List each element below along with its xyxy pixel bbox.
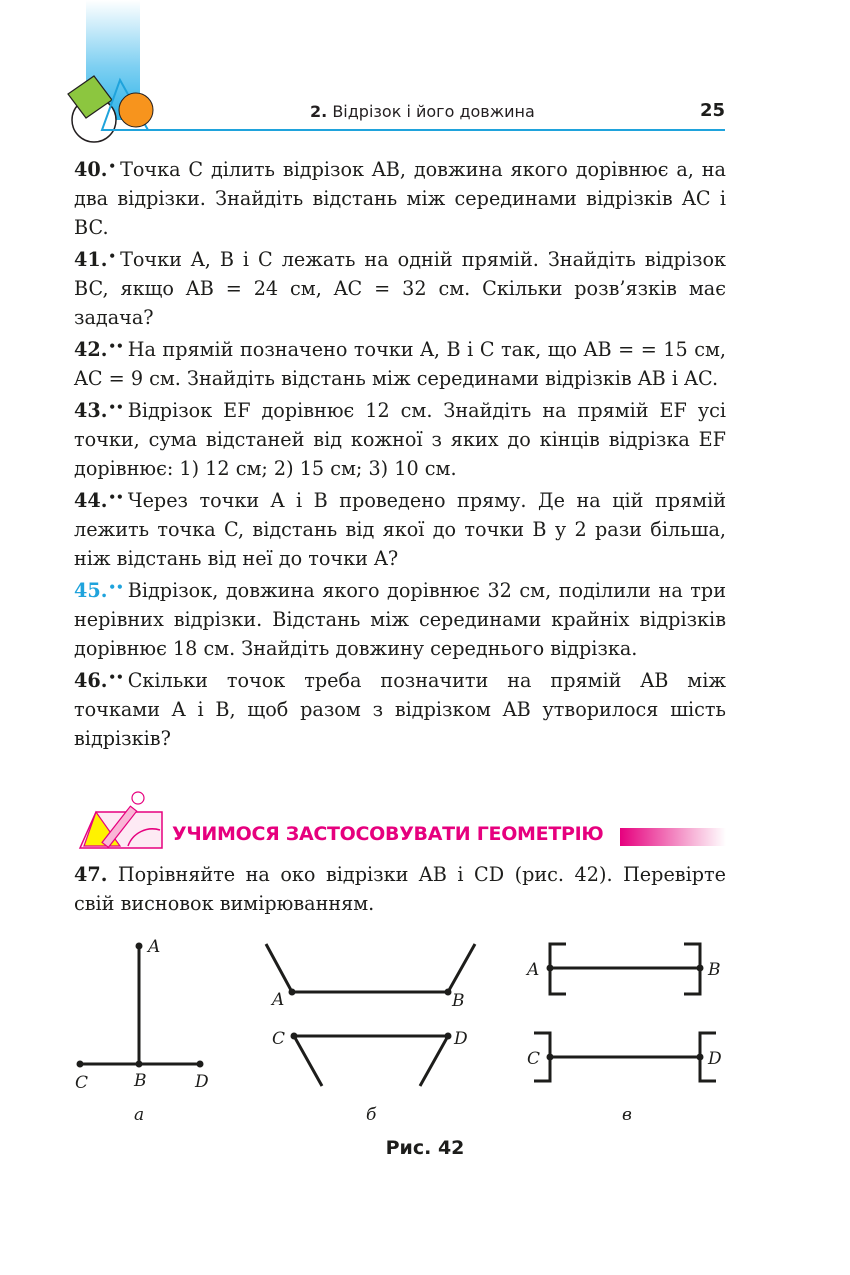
point-label: C — [272, 1029, 286, 1049]
segment-ab — [266, 944, 475, 992]
figure-42 — [60, 930, 760, 1130]
point-label: C — [75, 1073, 89, 1093]
exercise-text: Порівняйте на око відрізки AB і CD (рис. 42). Перевірте свій висновок вимірюванням. — [74, 863, 726, 915]
exercise-number: 44. — [74, 489, 108, 512]
point-label: A — [527, 960, 540, 980]
point-label: C — [527, 1049, 541, 1069]
point-label: D — [195, 1072, 209, 1092]
segment-cd — [294, 1036, 448, 1086]
geometry-shapes-logo — [62, 74, 162, 144]
point-label: B — [452, 991, 465, 1011]
point-label: B — [708, 960, 721, 980]
panel-label: а — [134, 1105, 145, 1125]
exercise-number: 40. — [74, 158, 108, 181]
exercise-number: 46. — [74, 669, 108, 692]
difficulty-mark: •• — [108, 339, 124, 353]
difficulty-mark: • — [108, 249, 117, 263]
section-gradient-bar — [620, 828, 726, 846]
running-head — [310, 102, 535, 121]
panel-c — [534, 944, 716, 1081]
exercise-list — [74, 152, 726, 753]
exercise-number: 45. — [74, 579, 108, 602]
exercise-43 — [74, 393, 726, 483]
exercise-46 — [74, 663, 726, 753]
section-heading — [76, 790, 726, 850]
exercise-text: Точка C ділить відрізок AB, довжина якого дорівнює a, на два відрізки. Знайдіть відстань між серединами відрізків AC і BC. — [74, 158, 726, 239]
difficulty-mark: •• — [108, 490, 124, 504]
exercise-text: Скільки точок треба позначити на прямій AB між точками A і B, щоб разом з відрізком AB утворилося шість відрізків? — [74, 669, 726, 750]
panel-b — [266, 944, 475, 1086]
difficulty-mark: •• — [108, 400, 124, 414]
panel-label: в — [622, 1105, 632, 1125]
chapter-number: 2. — [310, 102, 328, 121]
exercise-40 — [74, 152, 726, 242]
exercise-42 — [74, 332, 726, 393]
chapter-title: Відрізок і його довжина — [332, 102, 535, 121]
header-rule — [108, 129, 725, 131]
difficulty-mark: •• — [108, 670, 124, 684]
exercise-number: 43. — [74, 399, 108, 422]
figure-caption: Рис. 42 — [385, 1137, 465, 1159]
exercise-text: Відрізок, довжина якого дорівнює 32 см, поділили на три нерівних відрізки. Відстань між серединами крайніх відрізків дорівнює 18 см. Знайдіть довжину середнього відрізка. — [74, 579, 726, 660]
protractor-pencil-icon — [76, 790, 168, 850]
exercise-text: Відрізок EF дорівнює 12 см. Знайдіть на прямій EF усі точки, сума відстаней від кожної з яких до кінців відрізка EF дорівнює: 1) 12 см; 2) 15 см; 3) 10 см. — [74, 399, 726, 480]
exercise-number: 42. — [74, 338, 108, 361]
exercise-number: 47. — [74, 863, 108, 886]
point-label: D — [708, 1049, 722, 1069]
exercise-44 — [74, 483, 726, 573]
difficulty-mark: •• — [108, 580, 124, 594]
exercise-47 — [74, 860, 726, 918]
exercise-text: На прямій позначено точки A, B і C так, що AB = = 15 см, AC = 9 см. Знайдіть відстань між серединами відрізків AB і AC. — [74, 338, 726, 390]
difficulty-mark: • — [108, 159, 117, 173]
point-label: B — [134, 1071, 147, 1091]
point-label: A — [272, 990, 285, 1010]
exercise-number: 41. — [74, 248, 108, 271]
exercise-45 — [74, 573, 726, 663]
exercise-text: Точки A, B і C лежать на одній прямій. Знайдіть відрізок BC, якщо AB = 24 см, AC = 32 см. Скільки розв’язків має задача? — [74, 248, 726, 329]
exercise-41 — [74, 242, 726, 332]
exercise-text: Через точки A і B проведено пряму. Де на цій прямій лежить точка C, відстань від якої до точки B у 2 рази більша, ніж відстань від неї до точки A? — [74, 489, 726, 570]
panel-label: б — [366, 1105, 377, 1125]
panel-a — [77, 943, 204, 1068]
orange-circle-shape — [119, 93, 153, 127]
point-label: A — [148, 937, 161, 957]
point-label: D — [454, 1029, 468, 1049]
section-title: УЧИМОСЯ ЗАСТОСОВУВАТИ ГЕОМЕТРІЮ — [172, 823, 604, 845]
page-number: 25 — [699, 100, 725, 121]
